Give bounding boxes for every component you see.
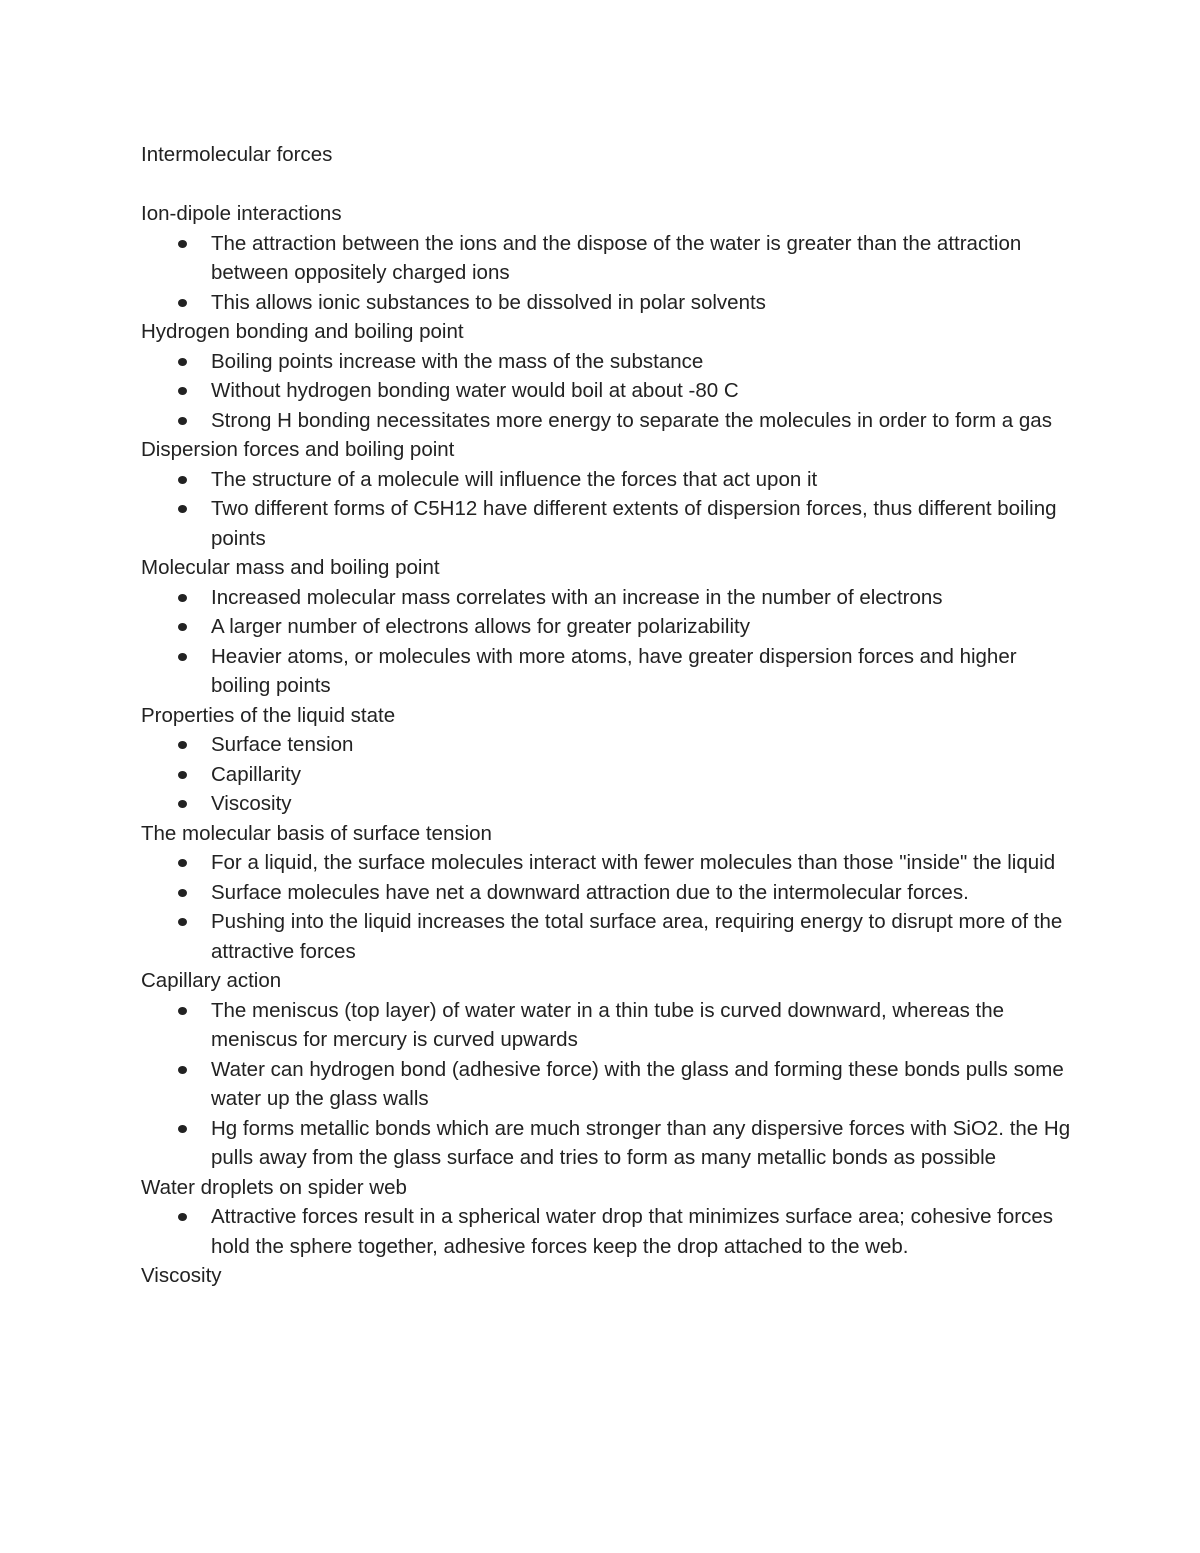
document-body — [141, 199, 1071, 1291]
bullet-icon — [178, 594, 187, 602]
list-item — [211, 1114, 1071, 1173]
section — [141, 966, 1071, 1173]
section-heading: Properties of the liquid state — [141, 703, 396, 727]
list-item — [211, 612, 1071, 642]
list-item — [211, 907, 1071, 966]
list-item-text: Strong H bonding necessitates more energy to separate the molecules in order to form a gas — [211, 408, 1052, 432]
bullet-list — [141, 583, 1071, 701]
list-item — [211, 730, 1071, 760]
bullet-icon — [178, 1125, 187, 1133]
section-heading: Viscosity — [141, 1264, 222, 1287]
bullet-icon — [178, 889, 187, 897]
list-item-text: Increased molecular mass correlates with an increase in the number of electrons — [211, 585, 943, 609]
list-item-text: Without hydrogen bonding water would boil at about -80 C — [211, 379, 739, 402]
list-item-text: This allows ionic substances to be dissolved in polar solvents — [211, 290, 766, 314]
list-item — [211, 642, 1071, 701]
list-item-text: Water can hydrogen bond (adhesive force) with the glass and forming these bonds pulls some water up the glass walls — [211, 1057, 1064, 1110]
bullet-icon — [178, 505, 187, 513]
section-heading: Capillary action — [141, 969, 282, 992]
bullet-icon — [178, 918, 187, 926]
list-item — [211, 376, 1071, 406]
list-item — [211, 347, 1071, 377]
bullet-list — [141, 1202, 1071, 1261]
bullet-list — [141, 229, 1071, 318]
bullet-icon — [178, 800, 187, 808]
bullet-list — [141, 996, 1071, 1173]
list-item — [211, 878, 1071, 908]
section — [141, 199, 1071, 317]
section — [141, 701, 1071, 819]
section-heading: Ion-dipole interactions — [141, 202, 342, 225]
section-heading: Dispersion forces and boiling point — [141, 438, 455, 461]
list-item — [211, 789, 1071, 819]
list-item-text: Attractive forces result in a spherical water drop that minimizes surface area; cohesive forces hold the sphere together, adhesive forces keep the drop attached to the web. — [211, 1205, 1053, 1258]
blank-line — [141, 170, 1071, 200]
list-item — [211, 465, 1071, 495]
list-item — [211, 288, 1071, 318]
bullet-icon — [178, 1213, 187, 1221]
section — [141, 1261, 1071, 1291]
bullet-icon — [178, 771, 187, 779]
list-item-text: Two different forms of C5H12 have different extents of dispersion forces, thus different boiling points — [211, 497, 1057, 550]
section — [141, 435, 1071, 553]
list-item-text: Pushing into the liquid increases the total surface area, requiring energy to disrupt more of the attractive forces — [211, 910, 1063, 963]
list-item — [211, 760, 1071, 790]
list-item-text: Boiling points increase with the mass of the substance — [211, 349, 704, 373]
list-item — [211, 996, 1071, 1055]
bullet-icon — [178, 741, 187, 749]
list-item — [211, 494, 1071, 553]
bullet-list — [141, 465, 1071, 554]
section-heading: Water droplets on spider web — [141, 1175, 407, 1199]
list-item-text: Capillarity — [211, 762, 301, 786]
bullet-icon — [178, 417, 187, 425]
section-heading: Molecular mass and boiling point — [141, 556, 440, 579]
list-item-text: A larger number of electrons allows for greater polarizability — [211, 615, 750, 638]
bullet-list — [141, 347, 1071, 436]
list-item — [211, 583, 1071, 613]
bullet-icon — [178, 358, 187, 366]
bullet-icon — [178, 1007, 187, 1015]
section-heading: Hydrogen bonding and boiling point — [141, 320, 464, 343]
list-item-text: Heavier atoms, or molecules with more atoms, have greater dispersion forces and higher boiling points — [211, 644, 1017, 697]
list-item-text: Viscosity — [211, 792, 292, 815]
list-item-text: For a liquid, the surface molecules interact with fewer molecules than those "inside" the liquid — [211, 851, 1056, 874]
list-item — [211, 848, 1071, 878]
bullet-icon — [178, 476, 187, 484]
document-page — [141, 140, 1071, 1291]
bullet-icon — [178, 859, 187, 867]
list-item — [211, 406, 1071, 436]
list-item-text: Surface tension — [211, 733, 354, 756]
bullet-list — [141, 730, 1071, 819]
section — [141, 819, 1071, 967]
list-item — [211, 1055, 1071, 1114]
list-item — [211, 1202, 1071, 1261]
list-item-text: Hg forms metallic bonds which are much stronger than any dispersive forces with SiO2. the Hg pulls away from the glass surface and tries to form as many metallic bonds as possible — [211, 1116, 1071, 1169]
list-item-text: The attraction between the ions and the dispose of the water is greater than the attraction between oppositely charged ions — [211, 231, 1022, 284]
bullet-icon — [178, 299, 187, 307]
section — [141, 317, 1071, 435]
section — [141, 553, 1071, 701]
list-item-text: The meniscus (top layer) of water water in a thin tube is curved downward, whereas the meniscus for mercury is curved upwards — [211, 998, 1005, 1051]
section — [141, 1173, 1071, 1262]
list-item — [211, 229, 1071, 288]
document-title: Intermolecular forces — [141, 143, 333, 166]
section-heading: The molecular basis of surface tension — [141, 821, 492, 845]
bullet-list — [141, 848, 1071, 966]
bullet-icon — [178, 240, 187, 248]
list-item-text: The structure of a molecule will influence the forces that act upon it — [211, 467, 818, 491]
bullet-icon — [178, 653, 187, 661]
bullet-icon — [178, 623, 187, 631]
bullet-icon — [178, 1066, 187, 1074]
bullet-icon — [178, 387, 187, 395]
list-item-text: Surface molecules have net a downward attraction due to the intermolecular forces. — [211, 880, 969, 904]
